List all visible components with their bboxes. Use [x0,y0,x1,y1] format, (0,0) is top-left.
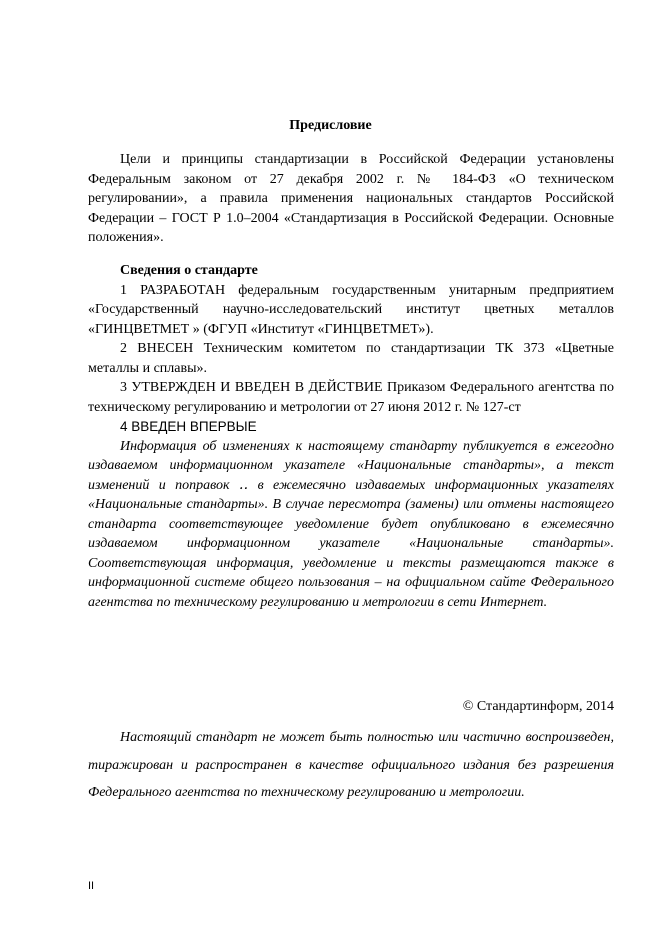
reproduction-block [88,724,614,807]
reproduction-notice: Настоящий стандарт не может быть полностью или частично воспроизведен, тиражирован и распространен в качестве официального издания без разрешения Федерального агентства по техническому регулированию и метрологии. [88,730,614,800]
copyright-block [88,697,614,717]
info-heading: Сведения о стандарте [120,263,258,278]
info-item-1: 1 РАЗРАБОТАН федеральным государственным унитарным предприятием «Государственный научно-исследовательский институт цветных металлов «ГИНЦВЕТМЕТ » (ФГУП «Институт «ГИНЦВЕТМЕТ»). [88,282,614,337]
page-number: II [88,880,95,892]
intro-block [88,150,614,248]
standard-info-block [88,261,614,612]
notice-paragraph: Информация об изменениях к настоящему стандарту публикуется в ежегодно издаваемом информационном указателе «Национальные стандарты», а текст изменений и поправок ‥ в ежемесячно издаваемых информационных указателях «Национальные стандарты». В случае пересмотра (замены) или отмены настоящего стандарта соответствующее уведомление будет опубликовано в ежемесячно издаваемом информационном указателе «Национальные стандарты». Соответствующая информация, уведомление и тексты размещаются также в информационной системе общего пользования – на официальном сайте Федерального агентства по техническому регулированию и метрологии в сети Интернет. [88,438,614,610]
page-title: Предисловие [289,118,372,133]
info-item-3: 3 УТВЕРЖДЕН И ВВЕДЕН В ДЕЙСТВИЕ Приказом Федерального агентства по техническому регулированию и метрологии от 27 июня 2012 г. № 127-ст [88,380,614,415]
intro-paragraph: Цели и принципы стандартизации в Российской Федерации установлены Федеральным законом от 27 декабря 2002 г. № 184-ФЗ «О техническом регулировании», а правила применения национальных стандартов Российской Федерации – ГОСТ Р 1.0–2004 «Стандартизация в Российской Федерации. Основные положения». [88,152,614,245]
info-item-4: 4 ВВЕДЕН ВПЕРВЫЕ [120,419,257,434]
info-item-2: 2 ВНЕСЕН Техническим комитетом по стандартизации ТК 373 «Цветные металлы и сплавы». [88,341,614,376]
copyright: © Стандартинформ, 2014 [462,699,614,714]
